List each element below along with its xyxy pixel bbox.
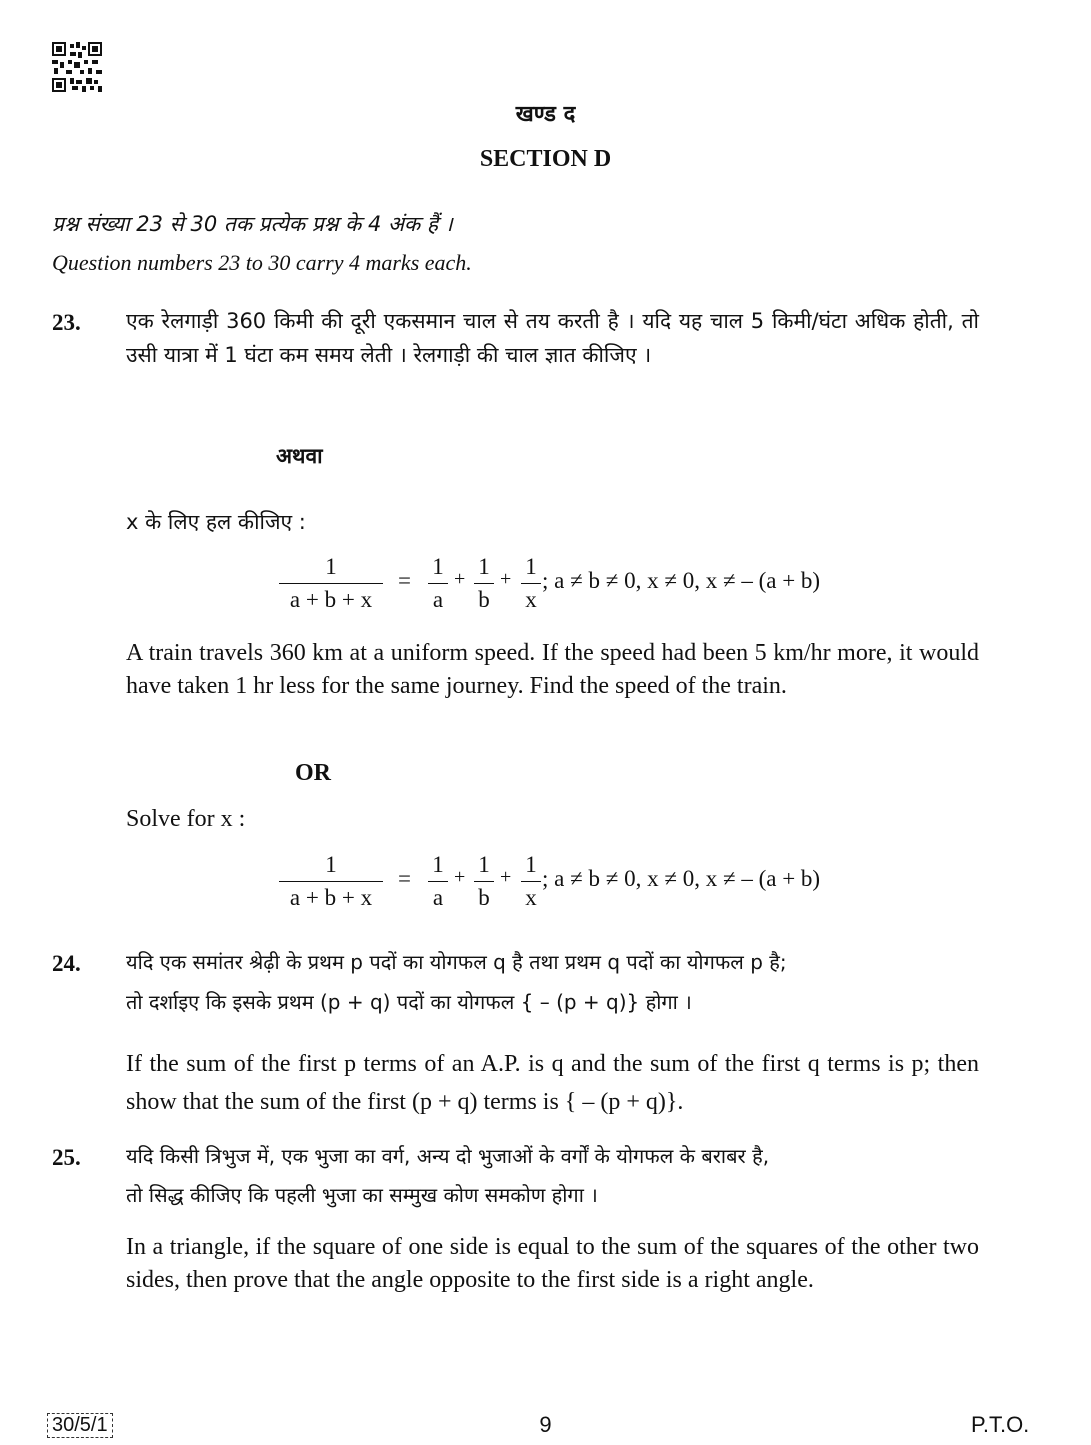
solve-for-x-english: Solve for x : [126,806,246,832]
fraction-denominator: a + b + x [289,587,373,612]
plus-sign: + [500,866,512,888]
question-24-hindi-line1: यदि एक समांतर श्रेढ़ी के प्रथम p पदों का योगफल q है तथा प्रथम q पदों का योगफल p है; [126,950,787,974]
question-25-english: In a triangle, if the square of one side is equal to the sum of the squares of the other two sides, then prove that the angle opposite to the first side is a right angle. [126,1234,979,1293]
fraction-bar [279,881,383,882]
plus-sign: + [500,568,512,590]
fraction-bar [474,583,494,584]
fraction-bar [428,881,448,882]
equals-sign: = [398,568,411,593]
fraction-1-over-a [428,851,448,912]
fraction-denominator: b [478,587,490,612]
paper-code: 30/5/1 [47,1413,113,1438]
fraction-bar [521,583,541,584]
fraction-numerator: 1 [325,554,337,579]
fraction-1-over-x [521,553,541,614]
solve-for-x-hindi: x के लिए हल कीजिए : [126,510,306,534]
fraction-denominator: a [432,885,444,910]
question-23-hindi: एक रेलगाड़ी 360 किमी की दूरी एकसमान चाल से तय करती है । यदि यह चाल 5 किमी/घंटा अधिक होती, तो उसी यात्रा में 1 घंटा कम समय लेती । रेलगाड़ी की चाल ज्ञात कीजिए । [126,309,979,367]
fraction-numerator: 1 [478,554,490,579]
fraction-denominator: x [525,587,537,612]
page-number: 9 [539,1412,552,1437]
or-label-hindi: अथवा [276,444,323,468]
equation-conditions: ; a ≠ b ≠ 0, x ≠ 0, x ≠ – (a + b) [542,866,821,891]
fraction-bar [428,583,448,584]
question-23-english: A train travels 360 km at a uniform speed. If the speed had been 5 km/hr more, it would have taken 1 hr less for the same journey. Find the speed of the train. [126,640,979,699]
fraction-denominator: a [432,587,444,612]
section-title-hindi: खण्ड द [515,102,576,127]
question-25-hindi-line2: तो सिद्ध कीजिए कि पहली भुजा का सम्मुख कोण समकोण होगा । [126,1183,598,1207]
lhs-fraction [279,851,383,912]
question-24-english: If the sum of the first p terms of an A.P. is q and the sum of the first q terms is p; then show that the sum of the first (p + q) terms is { – (p + q)}. [126,1051,979,1115]
fraction-denominator: x [525,885,537,910]
fraction-numerator: 1 [525,852,537,877]
question-24-hindi-line2: तो दर्शाइए कि इसके प्रथम (p + q) पदों का योगफल { – (p + q)} होगा । [126,990,692,1014]
question-number-23: 23. [52,310,81,335]
please-turn-over: P.T.O. [971,1412,1030,1437]
lhs-fraction [279,553,383,614]
fraction-1-over-x [521,851,541,912]
equation-conditions: ; a ≠ b ≠ 0, x ≠ 0, x ≠ – (a + b) [542,568,821,593]
fraction-numerator: 1 [432,852,444,877]
instructions-english: Question numbers 23 to 30 carry 4 marks each. [52,250,472,275]
fraction-numerator: 1 [525,554,537,579]
fraction-denominator: a + b + x [289,885,373,910]
fraction-bar [279,583,383,584]
or-label-english: OR [295,760,331,786]
question-number-24: 24. [52,951,81,976]
plus-sign: + [454,866,466,888]
question-number-25: 25. [52,1145,81,1170]
question-25-hindi-line1: यदि किसी त्रिभुज में, एक भुजा का वर्ग, अन्य दो भुजाओं के वर्गों के योगफल के बराबर है, [126,1144,770,1168]
fraction-bar [521,881,541,882]
fraction-1-over-b [474,851,494,912]
fraction-numerator: 1 [478,852,490,877]
section-title-english: SECTION D [479,146,612,172]
instructions-hindi: प्रश्न संख्या 23 से 30 तक प्रत्येक प्रश्न के 4 अंक हैं । [52,212,453,236]
qr-code-icon [52,42,102,92]
plus-sign: + [454,568,466,590]
fraction-numerator: 1 [325,852,337,877]
fraction-numerator: 1 [432,554,444,579]
fraction-denominator: b [478,885,490,910]
equals-sign: = [398,866,411,891]
fraction-1-over-a [428,553,448,614]
fraction-1-over-b [474,553,494,614]
fraction-bar [474,881,494,882]
